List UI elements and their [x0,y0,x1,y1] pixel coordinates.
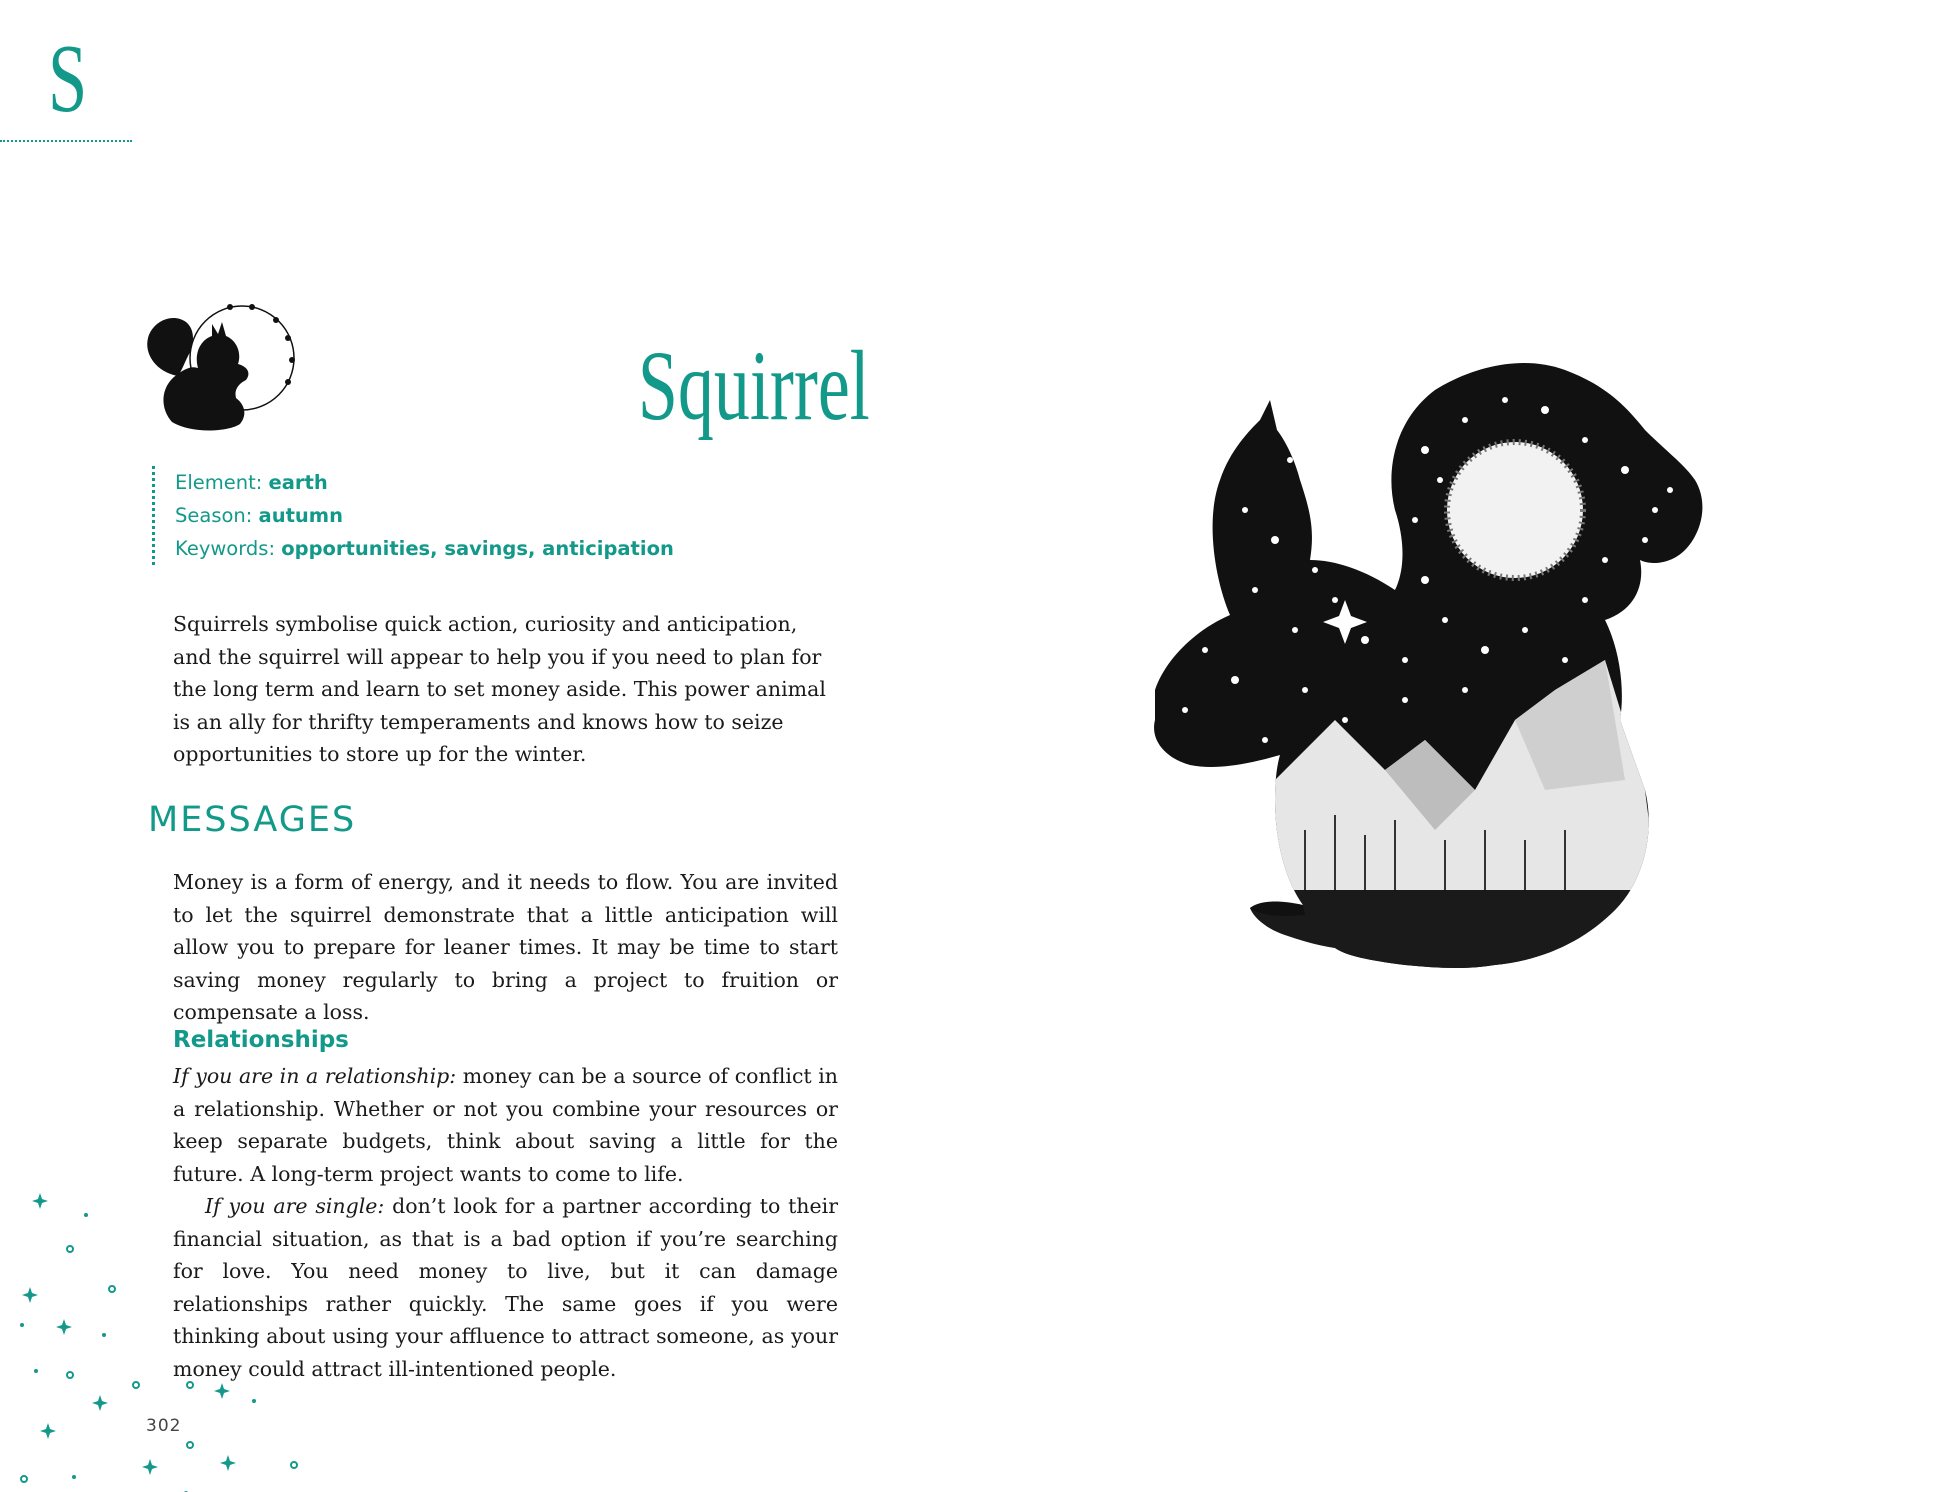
sparkle-icon [0,1175,310,1492]
relationships-heading: Relationships [173,1027,349,1053]
meta-label: Season: [175,504,253,527]
entry-title: Squirrel [637,330,870,441]
messages-paragraph: Money is a form of energy, and it needs to flow. You are invited to let the squirrel demonstrate that a little anticipation will allow you to prepare for leaner times. It may be time to start saving money regularly to bring a project to fruition or compensate a loss. [173,870,838,1024]
meta-value: earth [268,471,328,494]
intro-paragraph: Squirrels symbolise quick action, curiosity and anticipation, and the squirrel will appear to help you if you need to plan for the long term and learn to set money aside. This power animal is an ally for thrifty temperaments and knows how to seize opportunities to store up for the winter. [173,612,826,766]
chapter-divider [0,140,132,142]
relationship-body: money can be a source of conflict in a relationship. Whether or not you combine your resources or keep separate budgets, think about saving a little for the future. A long-term project wants to come to life. [173,1064,839,1186]
entry-meta [152,466,674,565]
meta-value: opportunities, savings, anticipation [281,537,674,560]
meta-label: Element: [175,471,263,494]
meta-keywords [175,532,674,565]
meta-element [175,466,674,499]
meta-label: Keywords: [175,537,276,560]
relationship-lead: If you are in a relationship: [173,1064,457,1088]
page-number: 302 [146,1416,182,1436]
chapter-letter: S [48,25,88,133]
relationship-paragraph [173,1060,838,1190]
meta-value: autumn [258,504,343,527]
squirrel-emblem-icon [142,302,302,438]
single-lead: If you are single: [205,1194,385,1218]
meta-season [175,499,674,532]
squirrel-night-illustration [1045,360,1905,1220]
messages-heading: MESSAGES [148,800,357,840]
single-body: don’t look for a partner according to their financial situation, as that is a bad option if you’re searching for love. You need money to live, but it can damage relationships rather quickly. The same goes if you were thinking about using your affluence to attract someone, as your money could attract ill-intentioned people. [173,1194,838,1381]
